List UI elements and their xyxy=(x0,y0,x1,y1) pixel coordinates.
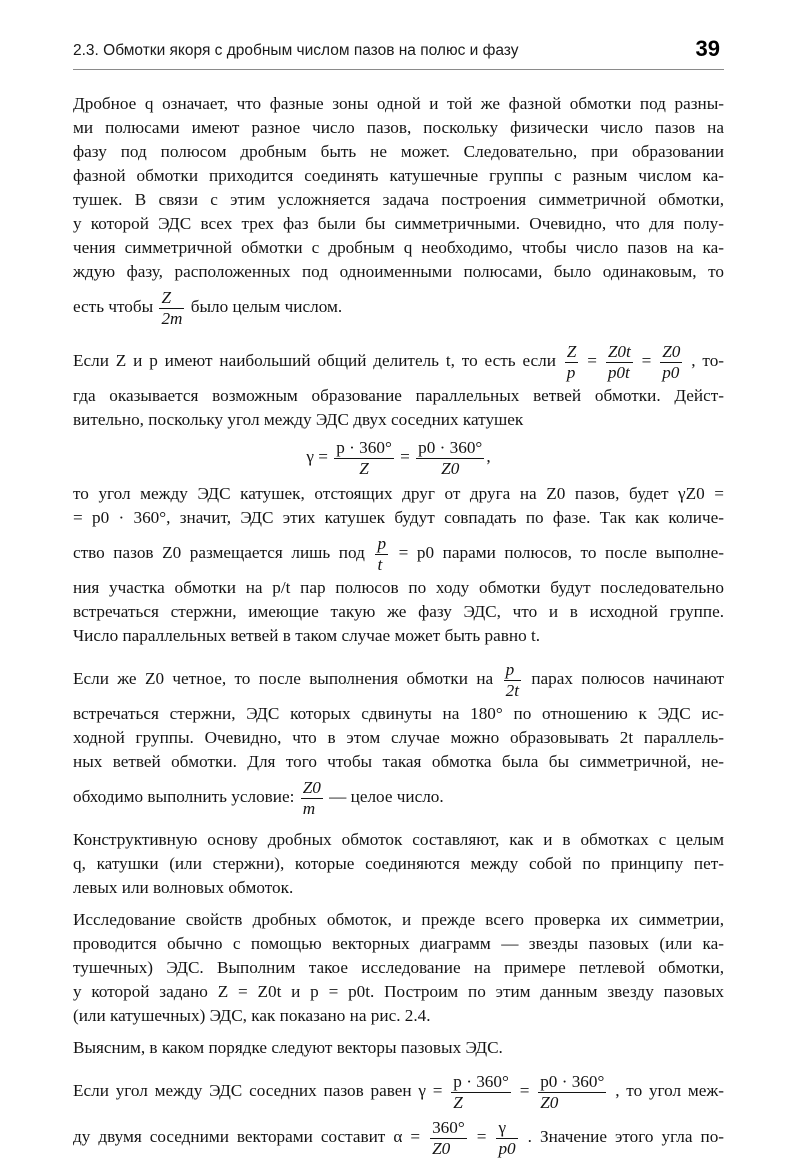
text-line: левых или волновых обмоток. xyxy=(73,878,294,897)
text-line: то угол между ЭДС катушек, отстоящих друг от друга на Z0 пазов, будет γZ0 = xyxy=(73,484,724,503)
fraction-p-t: $\frac{p}{t}$ xyxy=(377,533,387,574)
text-line: тушечных) ЭДС. Выполним такое исследование на примере петлевой обмотки, xyxy=(73,958,724,977)
text-line-with-formula: ство пазов Z0 размещается лишь под $\frac{p}{t}$ = p0 парами полюсов, то после выполне- xyxy=(73,533,724,574)
fraction-z-2m: $\frac{Z}{2m}$ xyxy=(161,287,183,328)
fraction-z0-m: $\frac{Z0}{m}$ xyxy=(302,777,321,818)
text-line: чения симметричной обмотки с дробным q необходимо, чтобы число пазов на ка- xyxy=(73,238,724,257)
text-line-with-formula: Если Z и p имеют наибольший общий делитель t, то есть если $\frac{Z}{p}$ = $\frac{Z0t}{p0t}$ = $\frac{Z0}{p0}$ , то- xyxy=(73,341,725,382)
page-number: 39 xyxy=(695,36,720,61)
text-line: встречаться стержни, имеющие такую же фазу ЭДС, что и в исходной группе. xyxy=(73,602,724,621)
text-line-with-formula: ду двумя соседними векторами составит α = $\frac{360^\circ}{Z0}$ = $\frac{\gamma}{p0}$ . Значение этого угла по- xyxy=(73,1117,725,1158)
page-body xyxy=(73,92,724,1160)
text-line: ния участка обмотки на p/t пар полюсов по ходу обмотки будут последовательно xyxy=(73,578,724,597)
section-title: 2.3. Обмотки якоря с дробным числом пазов на полюс и фазу xyxy=(73,42,519,59)
text-line: Конструктивную основу дробных обмоток составляют, как и в обмотках с целым xyxy=(73,830,724,849)
text-line: ми полюсами имеют разное число пазов, поскольку физически число пазов на xyxy=(73,118,724,137)
text-line: фазной обмотки приходится соединять катушечные группы с разным числом ка- xyxy=(73,166,724,185)
text-line: ных ветвей обмотки. Для того чтобы такая обмотка была бы симметричной, не- xyxy=(73,752,724,771)
text-line: Исследование свойств дробных обмоток, и прежде всего проверка их симметрии, xyxy=(73,910,724,929)
text-line: встречаться стержни, ЭДС которых сдвинуты на 180° по отношению к ЭДС ис- xyxy=(73,704,724,723)
text-line: гда оказывается возможным образование параллельных ветвей обмотки. Дейст- xyxy=(73,386,724,405)
header-divider xyxy=(73,69,724,70)
text-line: Число параллельных ветвей в таком случае может быть равно t. xyxy=(73,626,541,645)
text-line: Дробное q означает, что фазные зоны одной и той же фазной обмотки под разны- xyxy=(73,94,724,113)
text-line-with-formula: есть чтобы $\frac{Z}{2m}$ было целым числом. xyxy=(73,287,343,328)
text-line: вительно, поскольку угол между ЭДС двух соседних катушек xyxy=(73,410,524,429)
text-line: у которой ЭДС всех трех фаз были бы симметричными. Очевидно, что для полу- xyxy=(73,214,724,233)
text-line: ходной группы. Очевидно, что в этом случае можно образовывать 2t параллель- xyxy=(73,728,724,747)
fraction-z0-p0: $\frac{Z0}{p0}$ xyxy=(662,341,681,382)
fraction-p-2t: $\frac{p}{2t}$ xyxy=(505,659,519,700)
text-line-with-formula: обходимо выполнить условие: $\frac{Z0}{m}$ — целое число. xyxy=(73,777,444,818)
text-line: (или катушечных) ЭДС, как показано на рис. 2.4. xyxy=(73,1006,431,1025)
display-formula-gamma: γ = $\frac{p \cdot 360^\circ}{Z}$ = $\frac{p0 \cdot 360^\circ}{Z0}$ , xyxy=(306,437,491,478)
text-line-with-formula: Если угол между ЭДС соседних пазов равен γ = $\frac{p \cdot 360^\circ}{Z}$ = $\frac{p0 \cdot 360^\circ}{Z0}$ , то угол меж- xyxy=(73,1071,725,1112)
text-line: у которой задано Z = Z0t и p = p0t. Построим по этим данным звезду пазовых xyxy=(73,982,724,1001)
text-line-with-formula: Если же Z0 четное, то после выполнения обмотки на $\frac{p}{2t}$ парах полюсов начинают xyxy=(73,659,725,700)
fraction-z-p: $\frac{Z}{p}$ xyxy=(566,341,577,382)
text-line: q, катушки (или стержни), которые соединяются между собой по принципу пет- xyxy=(73,854,724,873)
text-line: ждую фазу, расположенных под одноименными полюсами, было одинаковым, то xyxy=(73,262,724,281)
running-header xyxy=(73,36,724,66)
text-line: тушек. В связи с этим усложняется задача построения симметричной обмотки, xyxy=(73,190,724,209)
text-line: фазу под полюсом дробным быть не может. Следовательно, при образовании xyxy=(73,142,724,161)
text-line: Выясним, в каком порядке следуют векторы пазовых ЭДС. xyxy=(73,1038,503,1057)
fraction-z0t-p0t: $\frac{Z0t}{p0t}$ xyxy=(607,341,631,382)
text-line: = p0 · 360°, значит, ЭДС этих катушек будут совпадать по фазе. Так как количе- xyxy=(73,508,724,527)
text-line: проводится обычно с помощью векторных диаграмм — звезды пазовых (или ка- xyxy=(73,934,724,953)
